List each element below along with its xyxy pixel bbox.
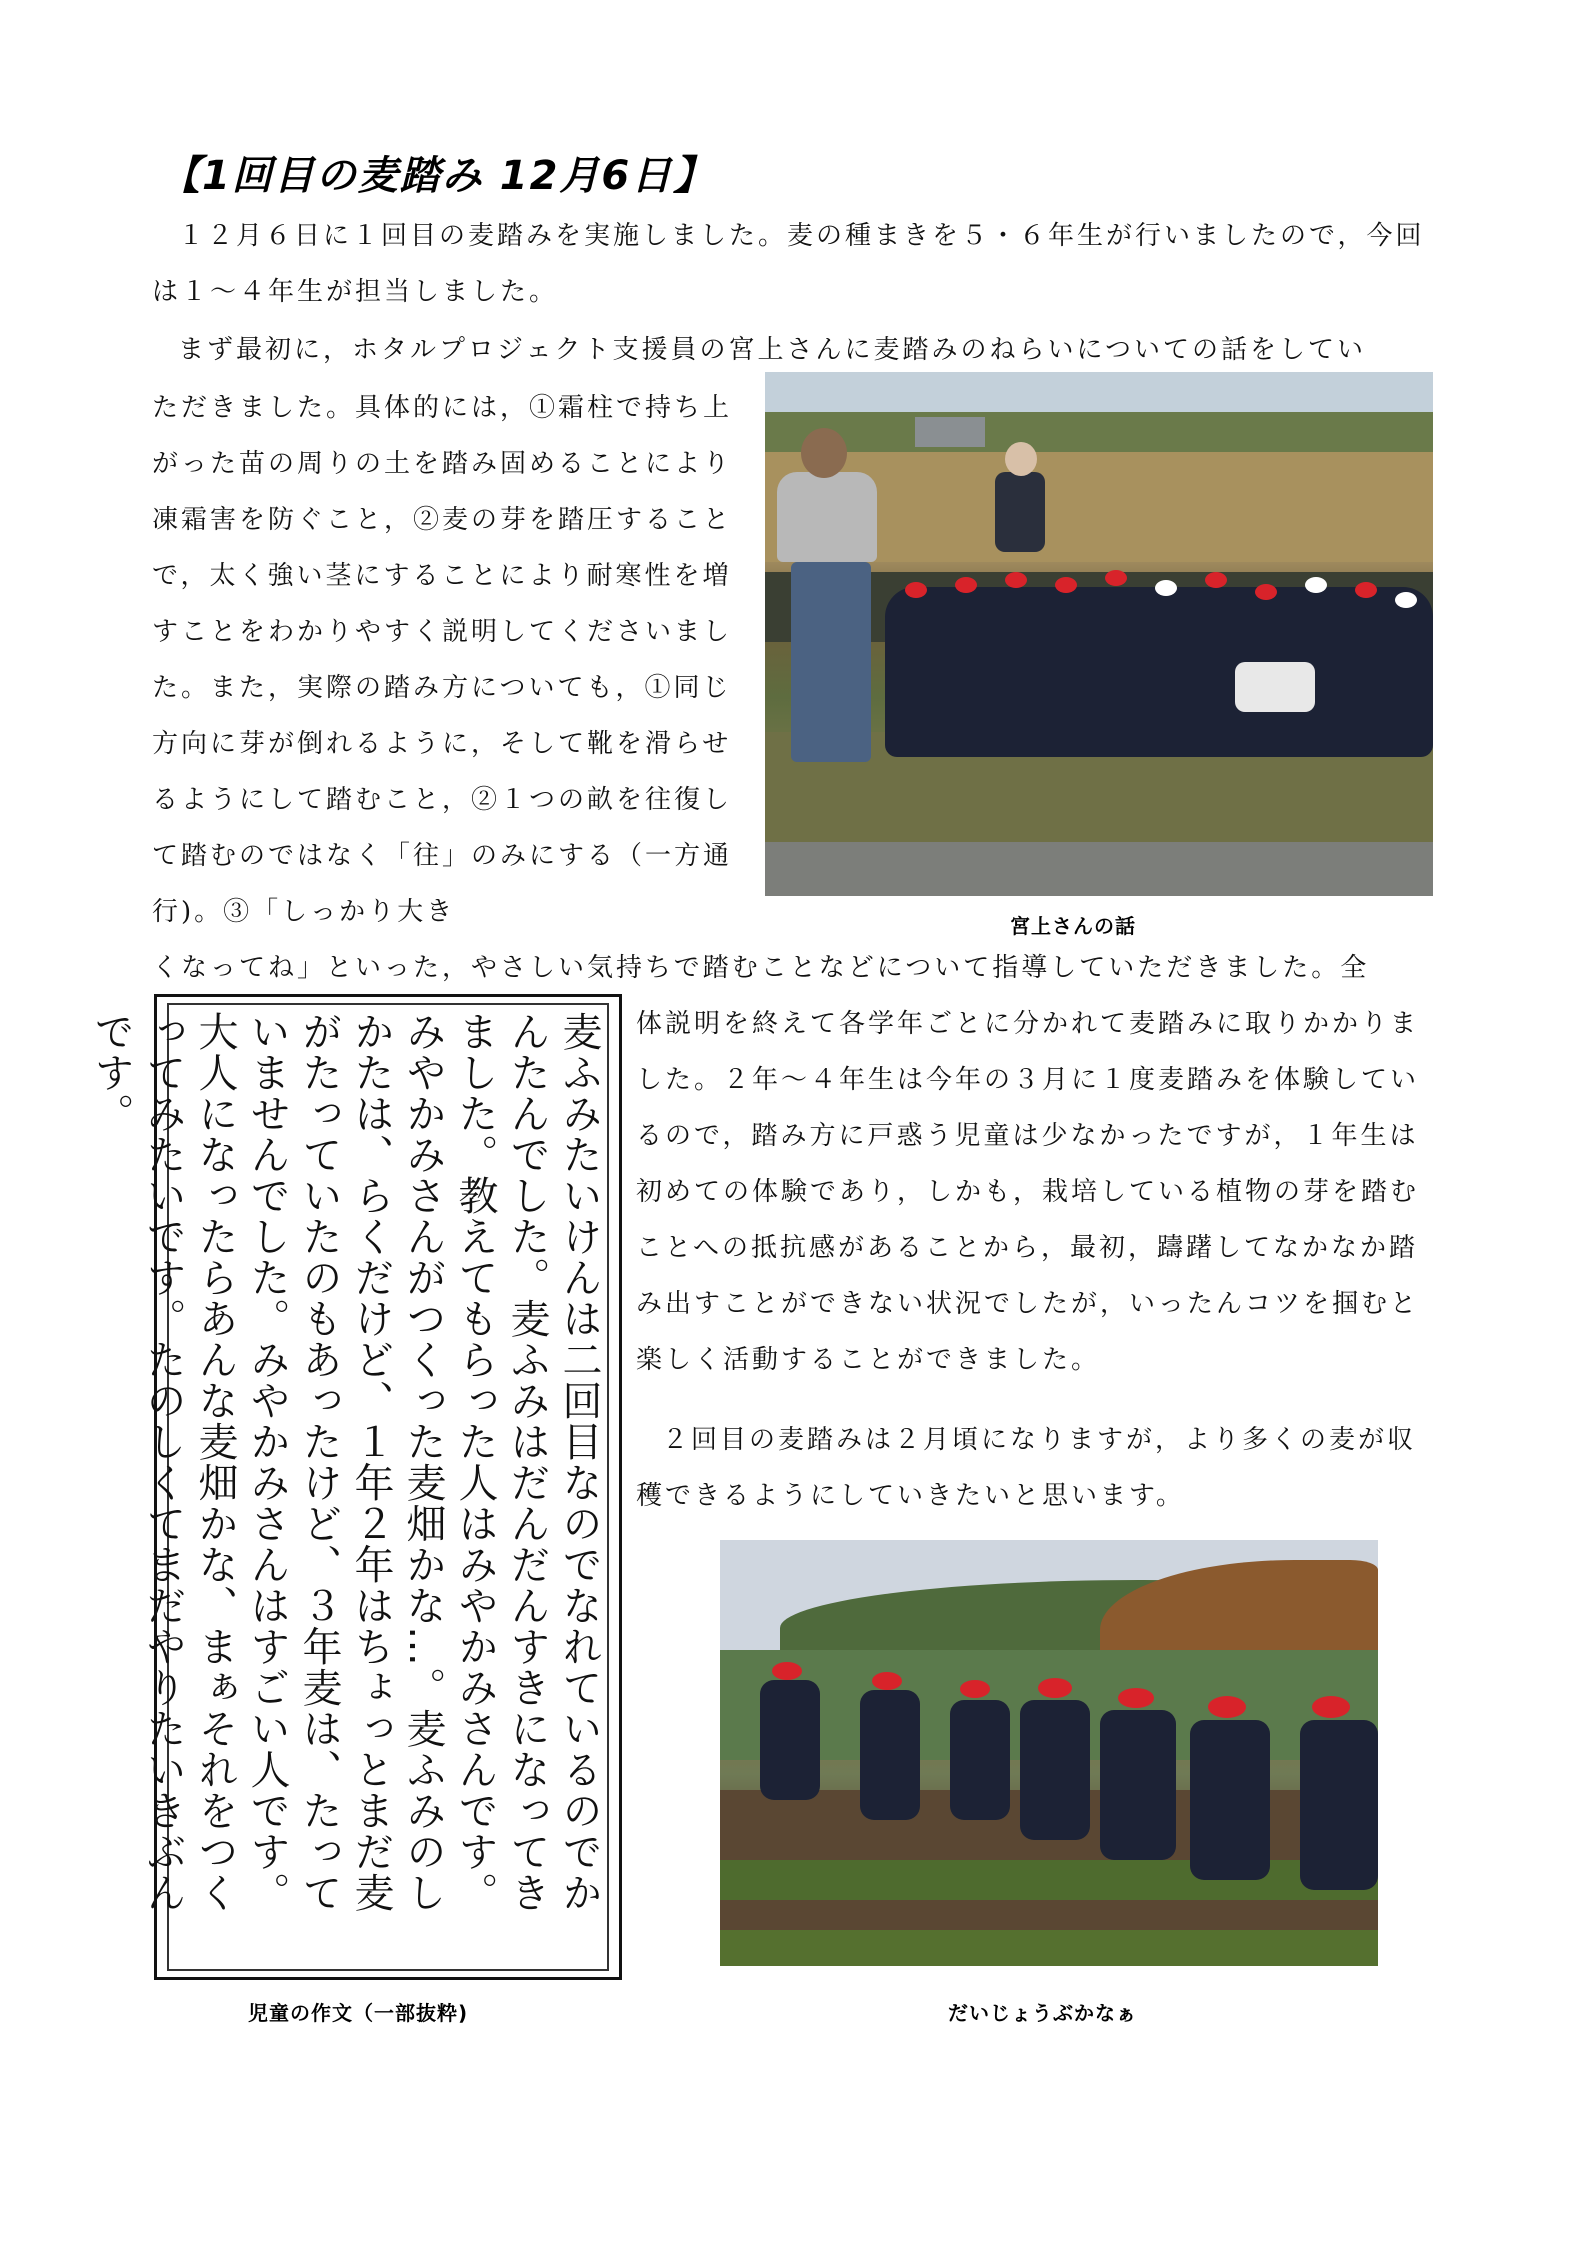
page-title: 【1回目の麦踏み 12月6日】	[160, 153, 716, 199]
paragraph-intro: １２月６日に１回目の麦踏みを実施しました。麦の種まきを５・６年生が行いましたので，今回は１～４年生が担当しました。	[152, 221, 1425, 307]
paragraph-explanation-first-line: まず最初に，ホタルプロジェクト支援員の宮上さんに麦踏みのねらいについての話をしてい	[178, 335, 1366, 365]
child-essay-text: 麦ふみたいけんは二回目なのでなれているのでかんたんでした。麦ふみはだんだんすきになってきました。教えてもらった人はみやかみさんです。みやかみさんがつくった麦畑かな…。麦ふみのしかたは、らくだけど、１年２年はちょっとまだ麦がたっていたのもあったけど、３年麦は、たっていませんでした。みやかみさんはすごい人です。大人になったらあんな麦畑かな、まぁそれをつくってみたいです。たのしくてまだやりたいきぶんです。	[88, 1011, 602, 1913]
essay-caption: 児童の作文（一部抜粋)	[248, 2001, 469, 2025]
paragraph-closing: ２回目の麦踏みは２月頃になりますが，より多くの麦が収穫できるようにしていきたいと思います。	[636, 1425, 1417, 1511]
photo-children-stepping	[720, 1540, 1378, 1966]
paragraph-activity: 体説明を終えて各学年ごとに分かれて麦踏みに取りかかりました。２年～４年生は今年の３月に１度麦踏みを体験しているので，踏み方に戸惑う児童は少なかったですが，１年生は初めての体験であり，しかも，栽培している植物の芽を踏むことへの抵抗感があることから，最初，躊躇してなかなか踏み出すことができない状況でしたが，いったんコツを掴むと楽しく活動することができました。	[636, 1009, 1420, 1375]
paragraph-explanation-end: くなってね」といった，やさしい気持ちで踏むことなどについて指導していただきました。全	[152, 953, 1370, 983]
photo-miyakami-caption: 宮上さんの話	[1010, 914, 1136, 938]
photo-miyakami-talk	[765, 372, 1433, 896]
child-essay-box	[88, 994, 622, 1980]
photo-children-caption: だいじょうぶかなぁ	[948, 2001, 1137, 2025]
paragraph-explanation-column: ただきました。具体的には，①霜柱で持ち上がった苗の周りの土を踏み固めることにより凍霜害を防ぐこと，②麦の芽を踏圧することで，太く強い茎にすることにより耐寒性を増すことをわかりやすく説明してくださいました。また，実際の踏み方についても，①同じ方向に芽が倒れるように，そして靴を滑らせるようにして踏むこと，②１つの畝を往復して踏むのではなく「往」のみにする（一方通行)。③「しっかり大き	[152, 393, 733, 927]
